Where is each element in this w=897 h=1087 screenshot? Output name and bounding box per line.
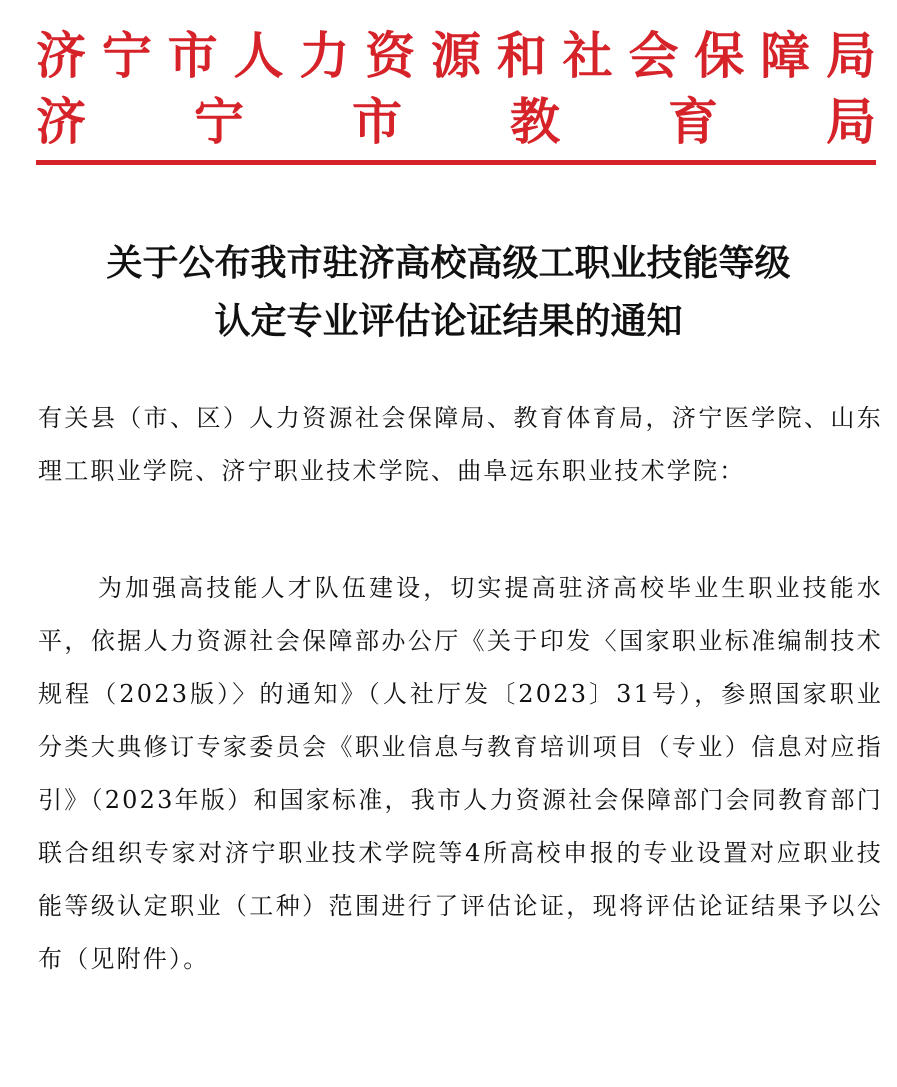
header-char: 人 [233, 26, 284, 85]
title-line-1: 关于公布我市驻济高校高级工职业技能等级 [106, 242, 791, 284]
header-char: 和 [496, 26, 547, 85]
header-char: 济 [36, 92, 86, 151]
issuing-org-education [36, 92, 876, 152]
header-char: 宁 [194, 92, 244, 151]
issuing-org-hrss [36, 26, 876, 86]
header-char: 会 [628, 26, 679, 85]
header-char: 力 [299, 26, 350, 85]
body-paragraph: 为加强高技能人才队伍建设，切实提高驻济高校毕业生职业技能水平，依据人力资源社会保障部办公厅《关于印发〈国家职业标准编制技术规程（2023版）〉的通知》（人社厅发〔2023〕31号），参照国家职业分类大典修订专家委员会《职业信息与教育培训项目（专业）信息对应指引》（2023年版）和国家标准，我市人力资源社会保障部门会同教育部门联合组织专家对济宁职业技术学院等4所高校申报的专业设置对应职业技能等级认定职业（工种）范围进行了评估论证，现将评估论证结果予以公布（见附件）。 [38, 574, 883, 973]
header-char: 局 [825, 26, 876, 85]
document-title [0, 234, 897, 350]
header-char: 资 [365, 26, 416, 85]
header-char: 市 [167, 26, 218, 85]
header-char: 局 [826, 92, 876, 151]
header-char: 济 [36, 26, 86, 85]
header-char: 源 [430, 26, 481, 85]
header-char: 社 [562, 26, 613, 85]
header-char: 育 [668, 92, 718, 151]
header-char: 宁 [101, 26, 152, 85]
header-char: 障 [760, 26, 811, 85]
title-line-2: 认定专业评估论证结果的通知 [214, 300, 683, 342]
header-char: 保 [694, 26, 745, 85]
document-header [36, 26, 876, 152]
header-char: 教 [510, 92, 560, 151]
header-divider [36, 160, 876, 165]
salutation: 有关县（市、区）人力资源社会保障局、教育体育局，济宁医学院、山东理工职业学院、济宁职业技术学院、曲阜远东职业技术学院： [38, 404, 883, 485]
header-char: 市 [352, 92, 402, 151]
